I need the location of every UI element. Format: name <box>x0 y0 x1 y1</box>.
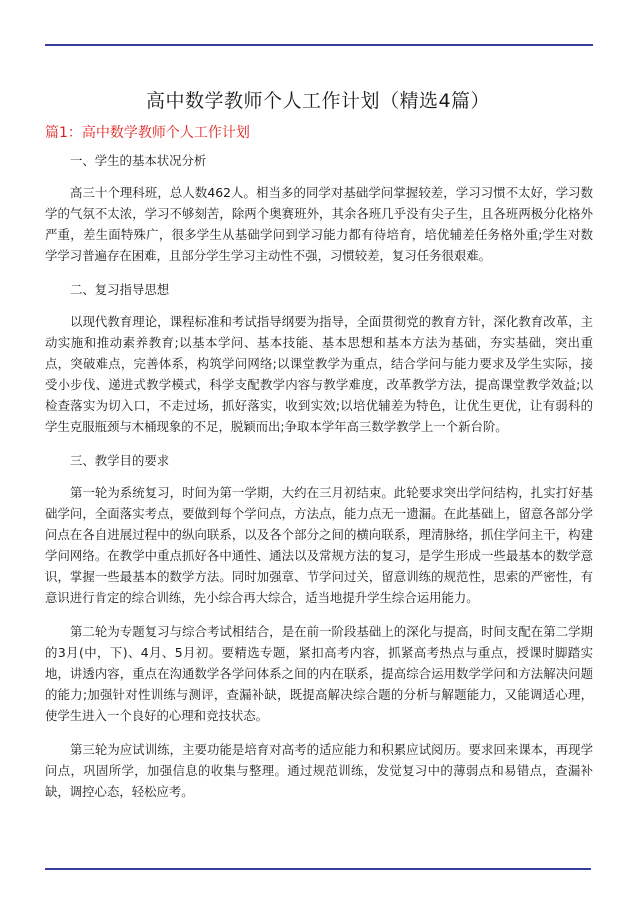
paragraph-student-analysis: 高三十个理科班，总人数462人。相当多的同学对基础学问掌握较差，学习习惯不太好，学习数学的气氛不太浓，学习不够刻苦，除两个奥赛班外，其余各班几乎没有尖子生，且各班两极分化格外严重，差生面特殊广，很多学生从基础学问到学习能力都有待培育，培优辅差任务格外重;学生对数学学习普遍存在困难，且部分学生学习主动性不强，习惯较差，复习任务很艰难。 <box>45 185 593 263</box>
header-rule <box>45 44 593 46</box>
paragraph-review-guideline: 以现代教育理论，课程标准和考试指导纲要为指导，全面贯彻党的教育方针，深化教育改革，主动实施和推动素养教育;以基本学问、基本技能、基本思想和基本方法为基础，夯实基础，突出重点，突破难点，完善体系，构筑学问网络;以课堂教学为重点，结合学问与能力要求及学生实际，接受小步伐、递进式教学模式，科学支配教学内容与教学难度，改革教学方法，提高课堂教学效益;以检查落实为切入口，不走过场，抓好落实，收到实效;以培优辅差为特色，让优生更优，让有弱科的学生克服瓶颈与木桶现象的不足，脱颖而出;争取本学年高三数学教学上一个新台阶。 <box>45 314 593 434</box>
section-title: 篇1：高中数学教师个人工作计划 <box>45 125 250 141</box>
footer-rule <box>45 868 591 870</box>
paragraph-third-round: 第三轮为应试训练，主要功能是培育对高考的适应能力和积累应试阅历。要求回来课本，再现学问点，巩固所学，加强信息的收集与整理。通过规范训练，发觉复习中的薄弱点和易错点，查漏补缺，调控心态，轻松应考。 <box>45 742 593 799</box>
heading-review-guideline: 二、复习指导思想 <box>70 282 170 297</box>
paragraph-first-round: 第一轮为系统复习，时间为第一学期，大约在三月初结束。此轮要求突出学问结构，扎实打好基础学问，全面落实考点，要做到每个学问点，方法点，能力点无一遗漏。在此基础上，留意各部分学问点在各自进展过程中的纵向联系，以及各个部分之间的横向联系，理清脉络，抓住学问主干，构建学问网络。在教学中重点抓好各中通性、通法以及常规方法的复习，是学生形成一些最基本的数学意识，掌握一些最基本的数学方法。同时加强章、节学问过关，留意训练的规范性，思索的严密性，有意识进行肯定的综合训练，先小综合再大综合，适当地提升学生综合运用能力。 <box>45 485 593 605</box>
document-title: 高中数学教师个人工作计划（精选4篇） <box>145 90 491 112</box>
heading-teaching-goals: 三、教学目的要求 <box>70 453 170 468</box>
paragraph-second-round: 第二轮为专题复习与综合考试相结合，是在前一阶段基础上的深化与提高，时间支配在第二学期的3月(中，下)、4月、5月初。要精选专题，紧扣高考内容，抓紧高考热点与重点，授课时脚踏实地，讲透内容，重点在沟通数学各学问体系之间的内在联系，提高综合运用数学学问和方法解决问题的能力;加强针对性训练与测评，查漏补缺，既提高解决综合题的分析与解题能力，又能调适心理，使学生进入一个良好的心理和竞技状态。 <box>45 624 593 723</box>
heading-student-analysis: 一、学生的基本状况分析 <box>70 153 207 168</box>
document-body <box>45 150 593 815</box>
